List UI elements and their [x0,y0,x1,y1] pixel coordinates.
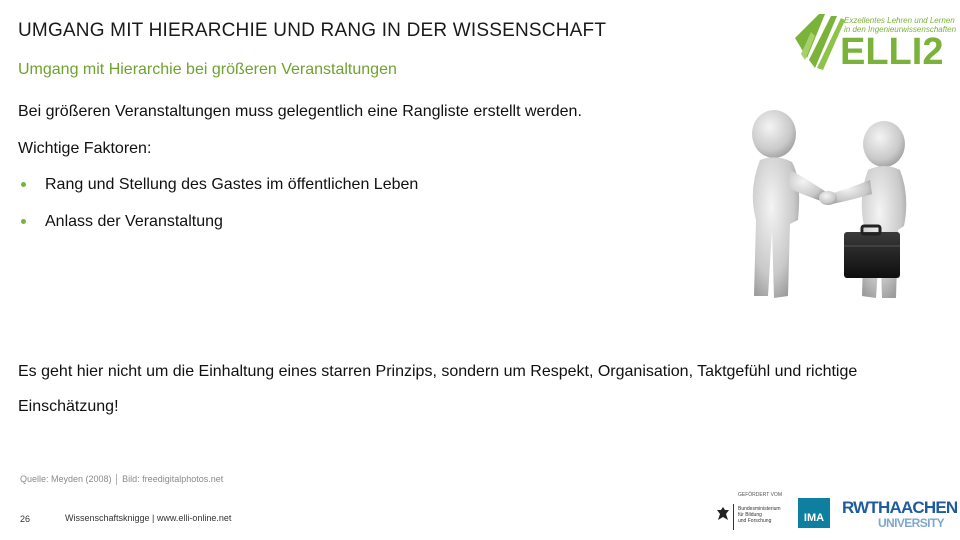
ima-logo: IMA [798,498,830,528]
elli2-logo [795,14,957,73]
list-item-text: Rang und Stellung des Gastes im öffentlichen Leben [45,176,419,193]
sponsor-line-3: und Forschung [738,518,772,524]
eagle-icon [716,506,730,522]
intro-text: Bei größeren Veranstaltungen muss gelegentlich eine Rangliste erstellt werden. [18,103,582,120]
sponsor-heading: GEFÖRDERT VOM [738,492,782,498]
list-item [18,176,418,213]
handshake-illustration [732,100,922,300]
rwth-wordmark: RWTHAACHEN [842,498,958,517]
logo-wordmark: ELLI2 [840,31,944,73]
factor-list [18,176,418,250]
handshake-figures-icon [732,100,922,300]
list-item-text: Anlass der Veranstaltung [45,213,223,230]
bullet-dot-icon [21,219,26,224]
logo-tagline-line-1: Exzellentes Lehren und Lernen [844,16,955,25]
slide-title: UMGANG MIT HIERARCHIE UND RANG IN DER WISSENSCHAFT [18,20,607,41]
rwth-logo [842,498,958,530]
sponsor-line-1: Bundesministerium [738,506,781,512]
sponsor-divider [733,504,734,530]
rwth-university: UNIVERSITY [877,516,944,530]
slide-subtitle: Umgang mit Hierarchie bei größeren Veranstaltungen [18,61,397,78]
bullet-dot-icon [21,182,26,187]
sponsor-name [738,506,781,524]
page-number: 26 [20,514,31,524]
bmbf-logo [716,492,796,532]
list-item [18,213,418,250]
source-note: Quelle: Meyden (2008) │ Bild: freedigitalphotos.net [20,474,224,484]
sponsor-line-2: für Bildung [738,512,762,518]
factors-heading: Wichtige Faktoren: [18,140,152,157]
logo-tagline-line-2: in den Ingenieurwissenschaften [844,25,957,34]
closing-statement: Es geht hier nicht um die Einhaltung eines starren Prinzips, sondern um Respekt, Organisation, Taktgefühl und richtige Einschätzung! [18,363,858,415]
footer-text: Wissenschaftsknigge | www.elli-online.net [65,513,232,523]
